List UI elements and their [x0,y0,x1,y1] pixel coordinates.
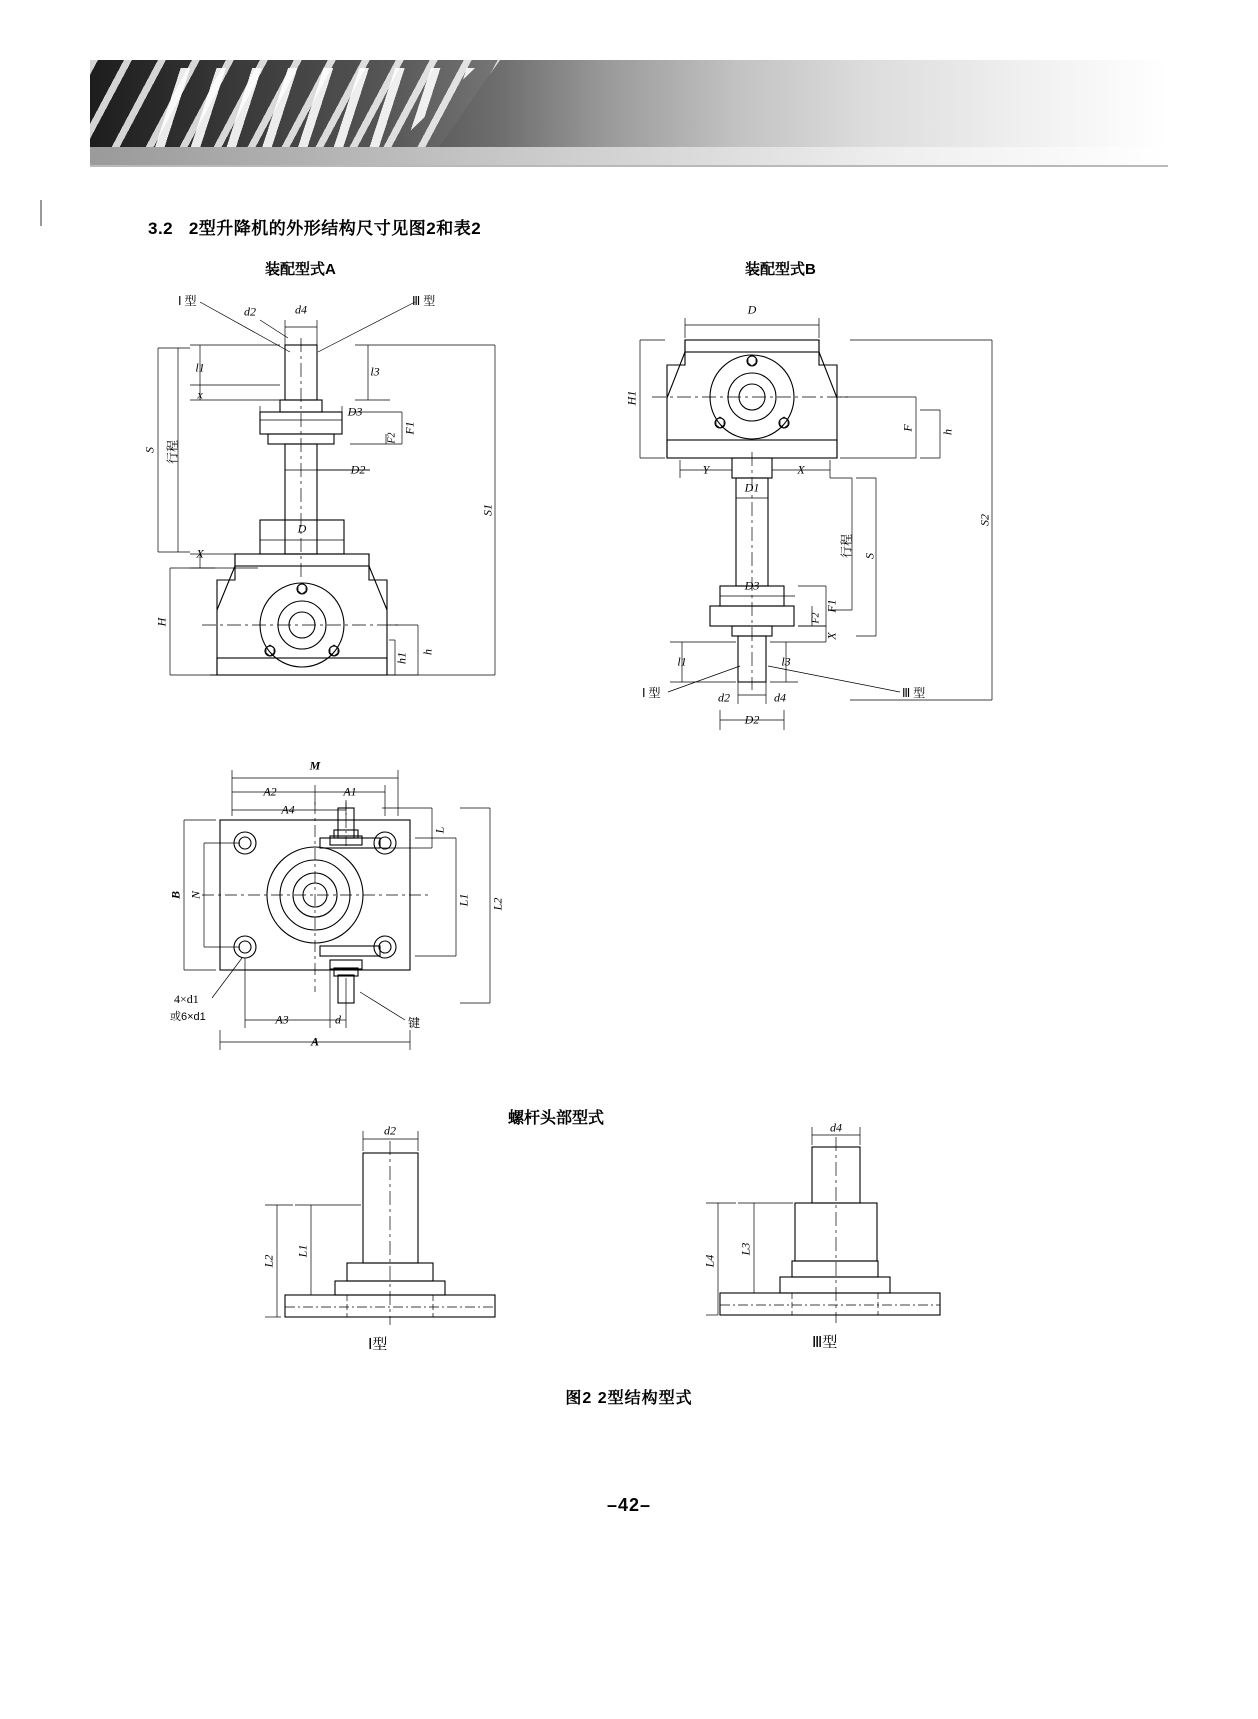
dim-a4: A4 [281,802,295,817]
dim-b-d3: D3 [744,578,760,593]
dim-b-d2: d2 [718,690,730,705]
dim-l3: l3 [370,364,380,379]
figure-screw-head-III [680,1120,980,1375]
dim-x-lower: X [196,546,204,561]
dim-stroke: 行程 [165,439,180,465]
caption-screw-head: 螺杆头部型式 [508,1110,605,1127]
dim-f1: F1 [402,421,417,435]
header-banner [90,60,1168,165]
dim-l1: L1 [456,893,471,907]
dim-b-d1: D1 [744,480,760,495]
dim-b-d4: d4 [774,690,786,705]
dim-b-stroke: 行程 [839,533,854,559]
dim-b-f: F [900,424,915,432]
dim-b-x-lower: X [824,632,839,640]
dim-b-f1: F1 [824,599,839,613]
dim-b-y: Y [702,462,710,477]
dim-d3: D3 [347,404,363,419]
dim-l2: L2 [490,897,505,911]
section-title-text: 2型升降机的外形结构尺寸见图2和表2 [188,219,482,238]
figure-caption: 图2 2型结构型式 [565,1390,693,1407]
dim-d-sleeve: D [297,521,307,536]
leader-b-label-type-I: Ⅰ 型 [642,686,661,700]
figure-view-a [140,280,520,710]
dim-s: S [142,447,157,453]
left-margin-tick [40,200,42,226]
figure-plan-view [170,730,570,1080]
dim-h: H [154,617,169,627]
dim-b-x: X [797,462,805,477]
dim-b-l3: l3 [781,654,791,669]
dim-n: N [188,890,203,900]
dim-b-s2: S2 [977,514,992,526]
dim-l: L [432,826,447,834]
dim-sh3-l3: L3 [738,1242,753,1256]
banner-lower-strip [90,147,1168,165]
dim-d4: d4 [295,302,307,317]
dim-a3: A3 [275,1012,289,1027]
dim-h1: h1 [394,652,409,664]
dim-a1: A1 [343,784,357,799]
dim-f2: F2 [386,432,398,444]
caption-assembly-a: 装配型式A [265,261,336,278]
section-heading [148,214,481,239]
dim-b-d: D [747,302,757,317]
dim-b-h: h [940,429,955,435]
dim-sh1-l1: L1 [295,1244,310,1258]
caption-assembly-b: 装配型式B [745,261,816,278]
dim-x-top: x [197,387,203,402]
dim-a2: A2 [263,784,277,799]
dim-d: d [335,1012,341,1027]
dim-l1: l1 [195,360,205,375]
note-key: 键 [408,1016,421,1030]
dim-sh1-l2: L2 [261,1254,276,1268]
dim-b-d2-big: D2 [744,712,760,727]
dim-m: M [309,758,321,773]
leader-label-type-I: Ⅰ 型 [178,294,197,308]
figure-screw-head-I [235,1125,535,1375]
dim-sh3-d4: d4 [830,1120,842,1135]
label-type-III: Ⅲ型 [812,1334,838,1351]
leader-b-label-type-III: Ⅲ 型 [902,686,926,700]
dim-b-f2: F2 [810,612,822,624]
dim-b: B [168,890,183,900]
dim-b-l1: l1 [677,654,687,669]
dim-h-base: h [420,649,435,655]
dim-a: A [310,1034,320,1049]
dim-d2-shaft: D2 [350,462,366,477]
note-6xd1: 或6×d1 [170,1011,206,1023]
page-number: –42– [606,1495,652,1515]
dim-s1: S1 [480,504,495,516]
dim-sh3-l4: L4 [702,1254,717,1268]
section-number: 3.2 [148,219,174,238]
leader-label-type-III: Ⅲ 型 [412,294,436,308]
dim-sh1-d2: d2 [384,1123,396,1138]
banner-underline [90,165,1168,167]
figure-view-b [620,280,1040,750]
dim-b-s: S [862,553,877,559]
label-type-I: Ⅰ型 [368,1336,388,1353]
dim-b-h1: H1 [624,390,639,406]
note-4xd1: 4×d1 [174,992,199,1006]
dim-d2: d2 [244,304,256,319]
